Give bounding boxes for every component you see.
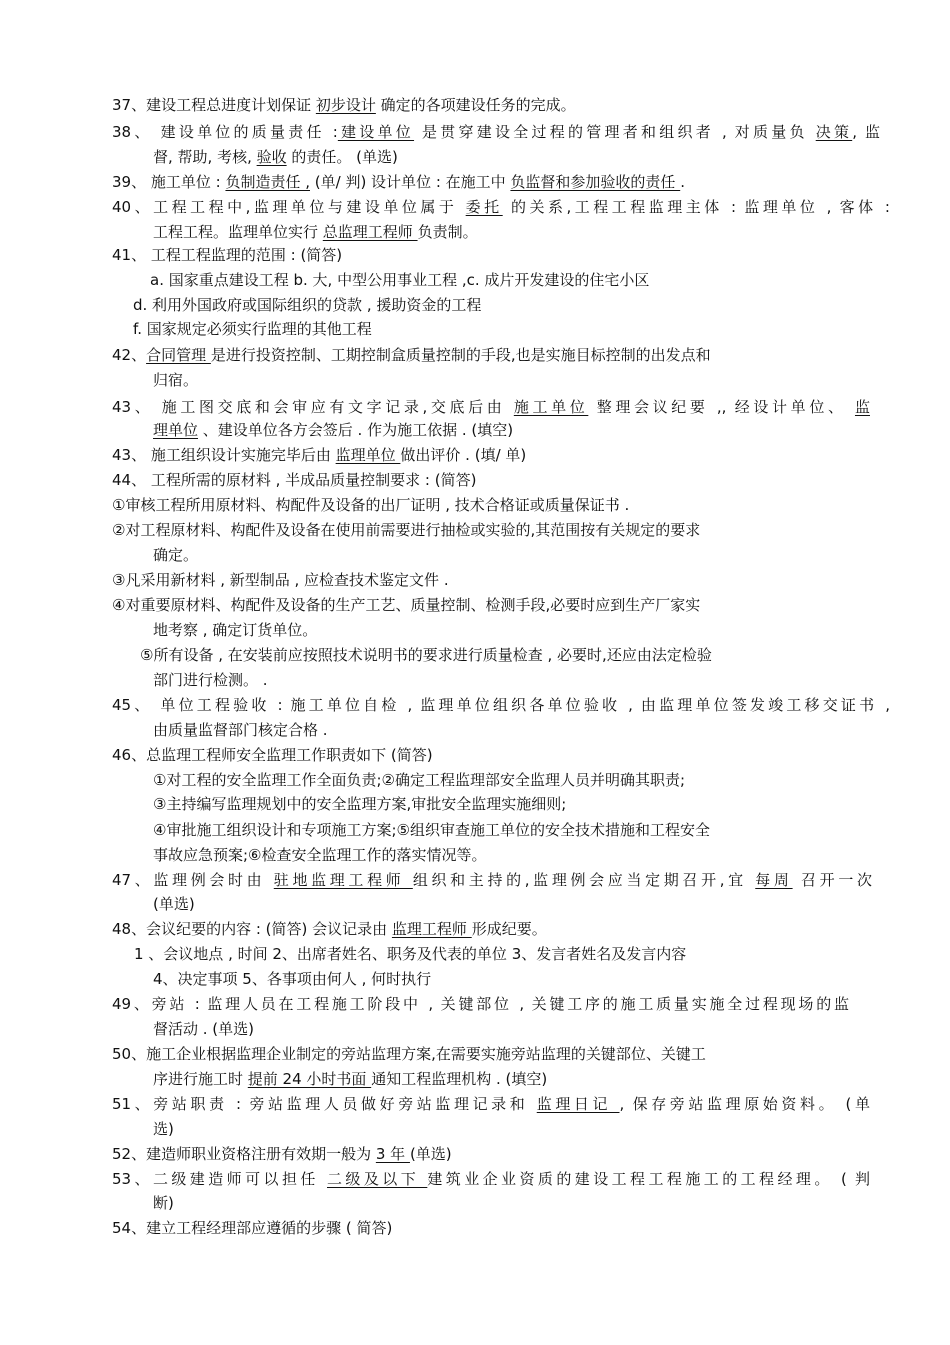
line-text: 整理会议纪要 ,, 经设计单位、 — [588, 398, 855, 416]
text-line — [112, 1044, 706, 1064]
text-line — [153, 1019, 254, 1039]
text-line — [153, 222, 478, 242]
text-line — [112, 1144, 452, 1164]
line-text: 归宿。 — [153, 371, 199, 389]
line-text: ②对工程原材料、构配件及设备在使用前需要进行抽检或实验的,其范围按有关规定的要求 — [112, 521, 701, 539]
answer-blank: 监理日记 — [536, 1095, 620, 1113]
line-text: 选) — [153, 1120, 174, 1138]
answer-blank: 施工单位 — [513, 398, 589, 416]
line-text: ⑤所有设备 , 在安装前应按照技术说明书的要求进行质量检查 , 必要时,还应由法定检验 — [140, 646, 712, 664]
line-text: ④对重要原材料、构配件及设备的生产工艺、质量控制、检测手段,必要时应到生产厂家实 — [112, 596, 701, 614]
line-text: 确定。 — [153, 546, 199, 564]
text-line — [153, 794, 566, 814]
text-line — [153, 420, 513, 440]
answer-blank: 提前 24 小时书面 — [247, 1070, 372, 1088]
answer-blank: 决策 — [815, 123, 853, 141]
line-text: , 保存旁站监理原始资料。 (单 — [619, 1095, 870, 1113]
line-text: 部门进行检测。 . — [153, 671, 268, 689]
text-line — [112, 495, 629, 515]
text-line — [112, 245, 342, 265]
text-line — [112, 1169, 870, 1189]
line-text: 41、 工程工程监理的范围 : (简答) — [112, 246, 343, 264]
text-line — [112, 470, 476, 490]
line-text: 是贯穿建设全过程的管理者和组织者 , 对质量负 — [414, 123, 816, 141]
answer-blank: 理单位 — [153, 421, 199, 439]
line-text: 39、 施工单位 : — [112, 173, 226, 191]
line-text: 地考察 , 确定订货单位。 — [153, 621, 318, 639]
line-text: 督活动 . (单选) — [153, 1020, 255, 1038]
answer-blank: 监理单位 — [335, 446, 401, 464]
line-text: 40、工程工程中,监理单位与建设单位属于 — [112, 198, 466, 216]
text-line — [112, 994, 849, 1014]
line-text: 42、 — [112, 346, 147, 364]
line-text: 断) — [153, 1194, 174, 1212]
text-line — [153, 720, 328, 740]
text-line — [112, 1094, 870, 1114]
text-line — [150, 270, 649, 290]
line-text: 44、 工程所需的原材料 , 半成品质量控制要求 : (简答) — [112, 471, 477, 489]
line-text: 46、总监理工程师安全监理工作职责如下 (简答) — [112, 746, 433, 764]
answer-blank: 合同管理 — [146, 346, 211, 364]
text-line — [112, 445, 526, 465]
line-text: 1 、会议地点 , 时间 2、出席者姓名、职务及代表的单位 3、发言者姓名及发言内容 — [134, 945, 687, 963]
line-text: 43、 施工图交底和会审应有文字记录,交底后由 — [112, 398, 514, 416]
text-line — [153, 969, 431, 989]
line-text: 工程工程。监理单位实行 — [153, 223, 323, 241]
text-line — [153, 147, 398, 167]
text-line — [153, 845, 487, 865]
answer-blank: 委托 — [465, 198, 503, 216]
answer-blank: 总监理工程师 — [322, 223, 418, 241]
line-text: 52、建造师职业资格注册有效期一般为 — [112, 1145, 376, 1163]
line-text: 45、 单位工程验收 : 施工单位自检 , 监理单位组织各单位验收 , 由监理单位签发竣工移交证书 , — [112, 696, 890, 714]
answer-blank: 监理工程师 — [391, 920, 472, 938]
line-text: 是进行投资控制、工期控制盒质量控制的手段,也是实施目标控制的出发点和 — [210, 346, 711, 364]
line-text: ③凡采用新材料 , 新型制品 , 应检查技术鉴定文件 . — [112, 571, 449, 589]
line-text: (单选) — [153, 895, 195, 913]
answer-blank: 初步设计 — [315, 96, 376, 114]
text-line — [112, 520, 700, 540]
line-text: 做出评价 . (填/ 单) — [400, 446, 527, 464]
line-text: 形成纪要。 — [471, 920, 547, 938]
answer-blank: 验收 — [256, 148, 287, 166]
text-line — [112, 695, 890, 715]
text-line — [112, 919, 547, 939]
text-line — [134, 944, 686, 964]
text-line — [112, 870, 872, 890]
line-text: d. 利用外国政府或国际组织的贷款 , 援助资金的工程 — [133, 296, 482, 314]
line-text: 督, 帮助, 考核, — [153, 148, 257, 166]
answer-blank: 3 年 — [375, 1145, 410, 1163]
line-text: 38、 建设单位的质量责任 : — [112, 123, 338, 141]
text-line — [133, 295, 481, 315]
line-text: . — [680, 173, 685, 191]
line-text: 组织和主持的,监理例会应当定期召开,宜 — [412, 871, 756, 889]
line-text: a. 国家重点建设工程 b. 大, 中型公用事业工程 ,c. 成片开发建设的住宅小区 — [150, 271, 650, 289]
text-line — [153, 1119, 174, 1139]
line-text: 确定的各项建设任务的完成。 — [375, 96, 576, 114]
text-line — [133, 319, 372, 339]
line-text: 47、监理例会时由 — [112, 871, 274, 889]
line-text: 通知工程监理机构 . (填空) — [371, 1070, 548, 1088]
line-text: 49、旁站 : 监理人员在工程施工阶段中 , 关键部位 , 关键工序的施工质量实施全过程现场的监 — [112, 995, 849, 1013]
line-text: 4、决定事项 5、各事项由何人 , 何时执行 — [153, 970, 432, 988]
answer-blank: 驻地监理工程师 — [273, 871, 413, 889]
line-text: 负责制。 — [417, 223, 478, 241]
text-line — [153, 620, 317, 640]
text-line — [112, 197, 890, 217]
line-text: 50、施工企业根据监理企业制定的旁站监理方案,在需要实施旁站监理的关键部位、关键工 — [112, 1045, 706, 1063]
line-text: 43、 施工组织设计实施完毕后由 — [112, 446, 336, 464]
line-text: (单选) — [409, 1145, 452, 1163]
text-line — [153, 670, 268, 690]
answer-blank: 每周 — [755, 871, 793, 889]
line-text: 48、会议纪要的内容 : (简答) 会议记录由 — [112, 920, 392, 938]
text-line — [112, 570, 449, 590]
text-line — [112, 345, 711, 365]
line-text: ③主持编写监理规划中的安全监理方案,审批安全监理实施细则; — [153, 795, 567, 813]
line-text: 54、建立工程经理部应遵循的步骤 ( 简答) — [112, 1219, 393, 1237]
text-line — [112, 172, 685, 192]
text-line — [112, 595, 700, 615]
line-text: 的关系,工程工程监理主体 : 监理单位 , 客体 : — [502, 198, 890, 216]
line-text: ①对工程的安全监理工作全面负责;②确定工程监理部安全监理人员并明确其职责; — [153, 771, 686, 789]
line-text: 51、旁站职责 : 旁站监理人员做好旁站监理记录和 — [112, 1095, 537, 1113]
line-text: 的责任。 (单选) — [286, 148, 398, 166]
text-line — [153, 1069, 547, 1089]
line-text: 建筑业企业资质的建设工程工程施工的工程经理。 ( 判 — [427, 1170, 871, 1188]
text-line — [153, 370, 198, 390]
text-line — [112, 397, 870, 417]
text-line — [153, 820, 710, 840]
answer-blank: 建设单位 — [337, 123, 415, 141]
text-line — [112, 95, 576, 115]
text-line — [153, 1193, 174, 1213]
answer-blank: 负监督和参加验收的责任 — [510, 173, 681, 191]
line-text: (单/ 判) 设计单位 : 在施工中 — [310, 173, 511, 191]
line-text: 37、建设工程总进度计划保证 — [112, 96, 316, 114]
line-text: , 监 — [852, 123, 880, 141]
answer-blank: 负制造责任 , — [225, 173, 310, 191]
line-text: 53、二级建造师可以担任 — [112, 1170, 327, 1188]
text-line — [153, 545, 198, 565]
answer-blank: 二级及以下 — [327, 1170, 428, 1188]
line-text: f. 国家规定必须实行监理的其他工程 — [133, 320, 372, 338]
line-text: 召开一次 — [792, 871, 872, 889]
text-line — [153, 770, 685, 790]
line-text: ④审批施工组织设计和专项施工方案;⑤组织审查施工单位的安全技术措施和工程安全 — [153, 821, 710, 839]
text-line — [112, 745, 433, 765]
text-line — [153, 894, 195, 914]
text-line — [112, 1218, 392, 1238]
line-text: 由质量监督部门核定合格 . — [153, 721, 328, 739]
line-text: ①审核工程所用原材料、构配件及设备的出厂证明 , 技术合格证或质量保证书 . — [112, 496, 630, 514]
line-text: 、建设单位各方会签后 . 作为施工依据 . (填空) — [198, 421, 514, 439]
line-text: 序进行施工时 — [153, 1070, 248, 1088]
text-line — [140, 645, 712, 665]
answer-blank: 监 — [854, 398, 870, 416]
line-text: 事故应急预案;⑥检查安全监理工作的落实情况等。 — [153, 846, 487, 864]
text-line — [112, 122, 880, 142]
